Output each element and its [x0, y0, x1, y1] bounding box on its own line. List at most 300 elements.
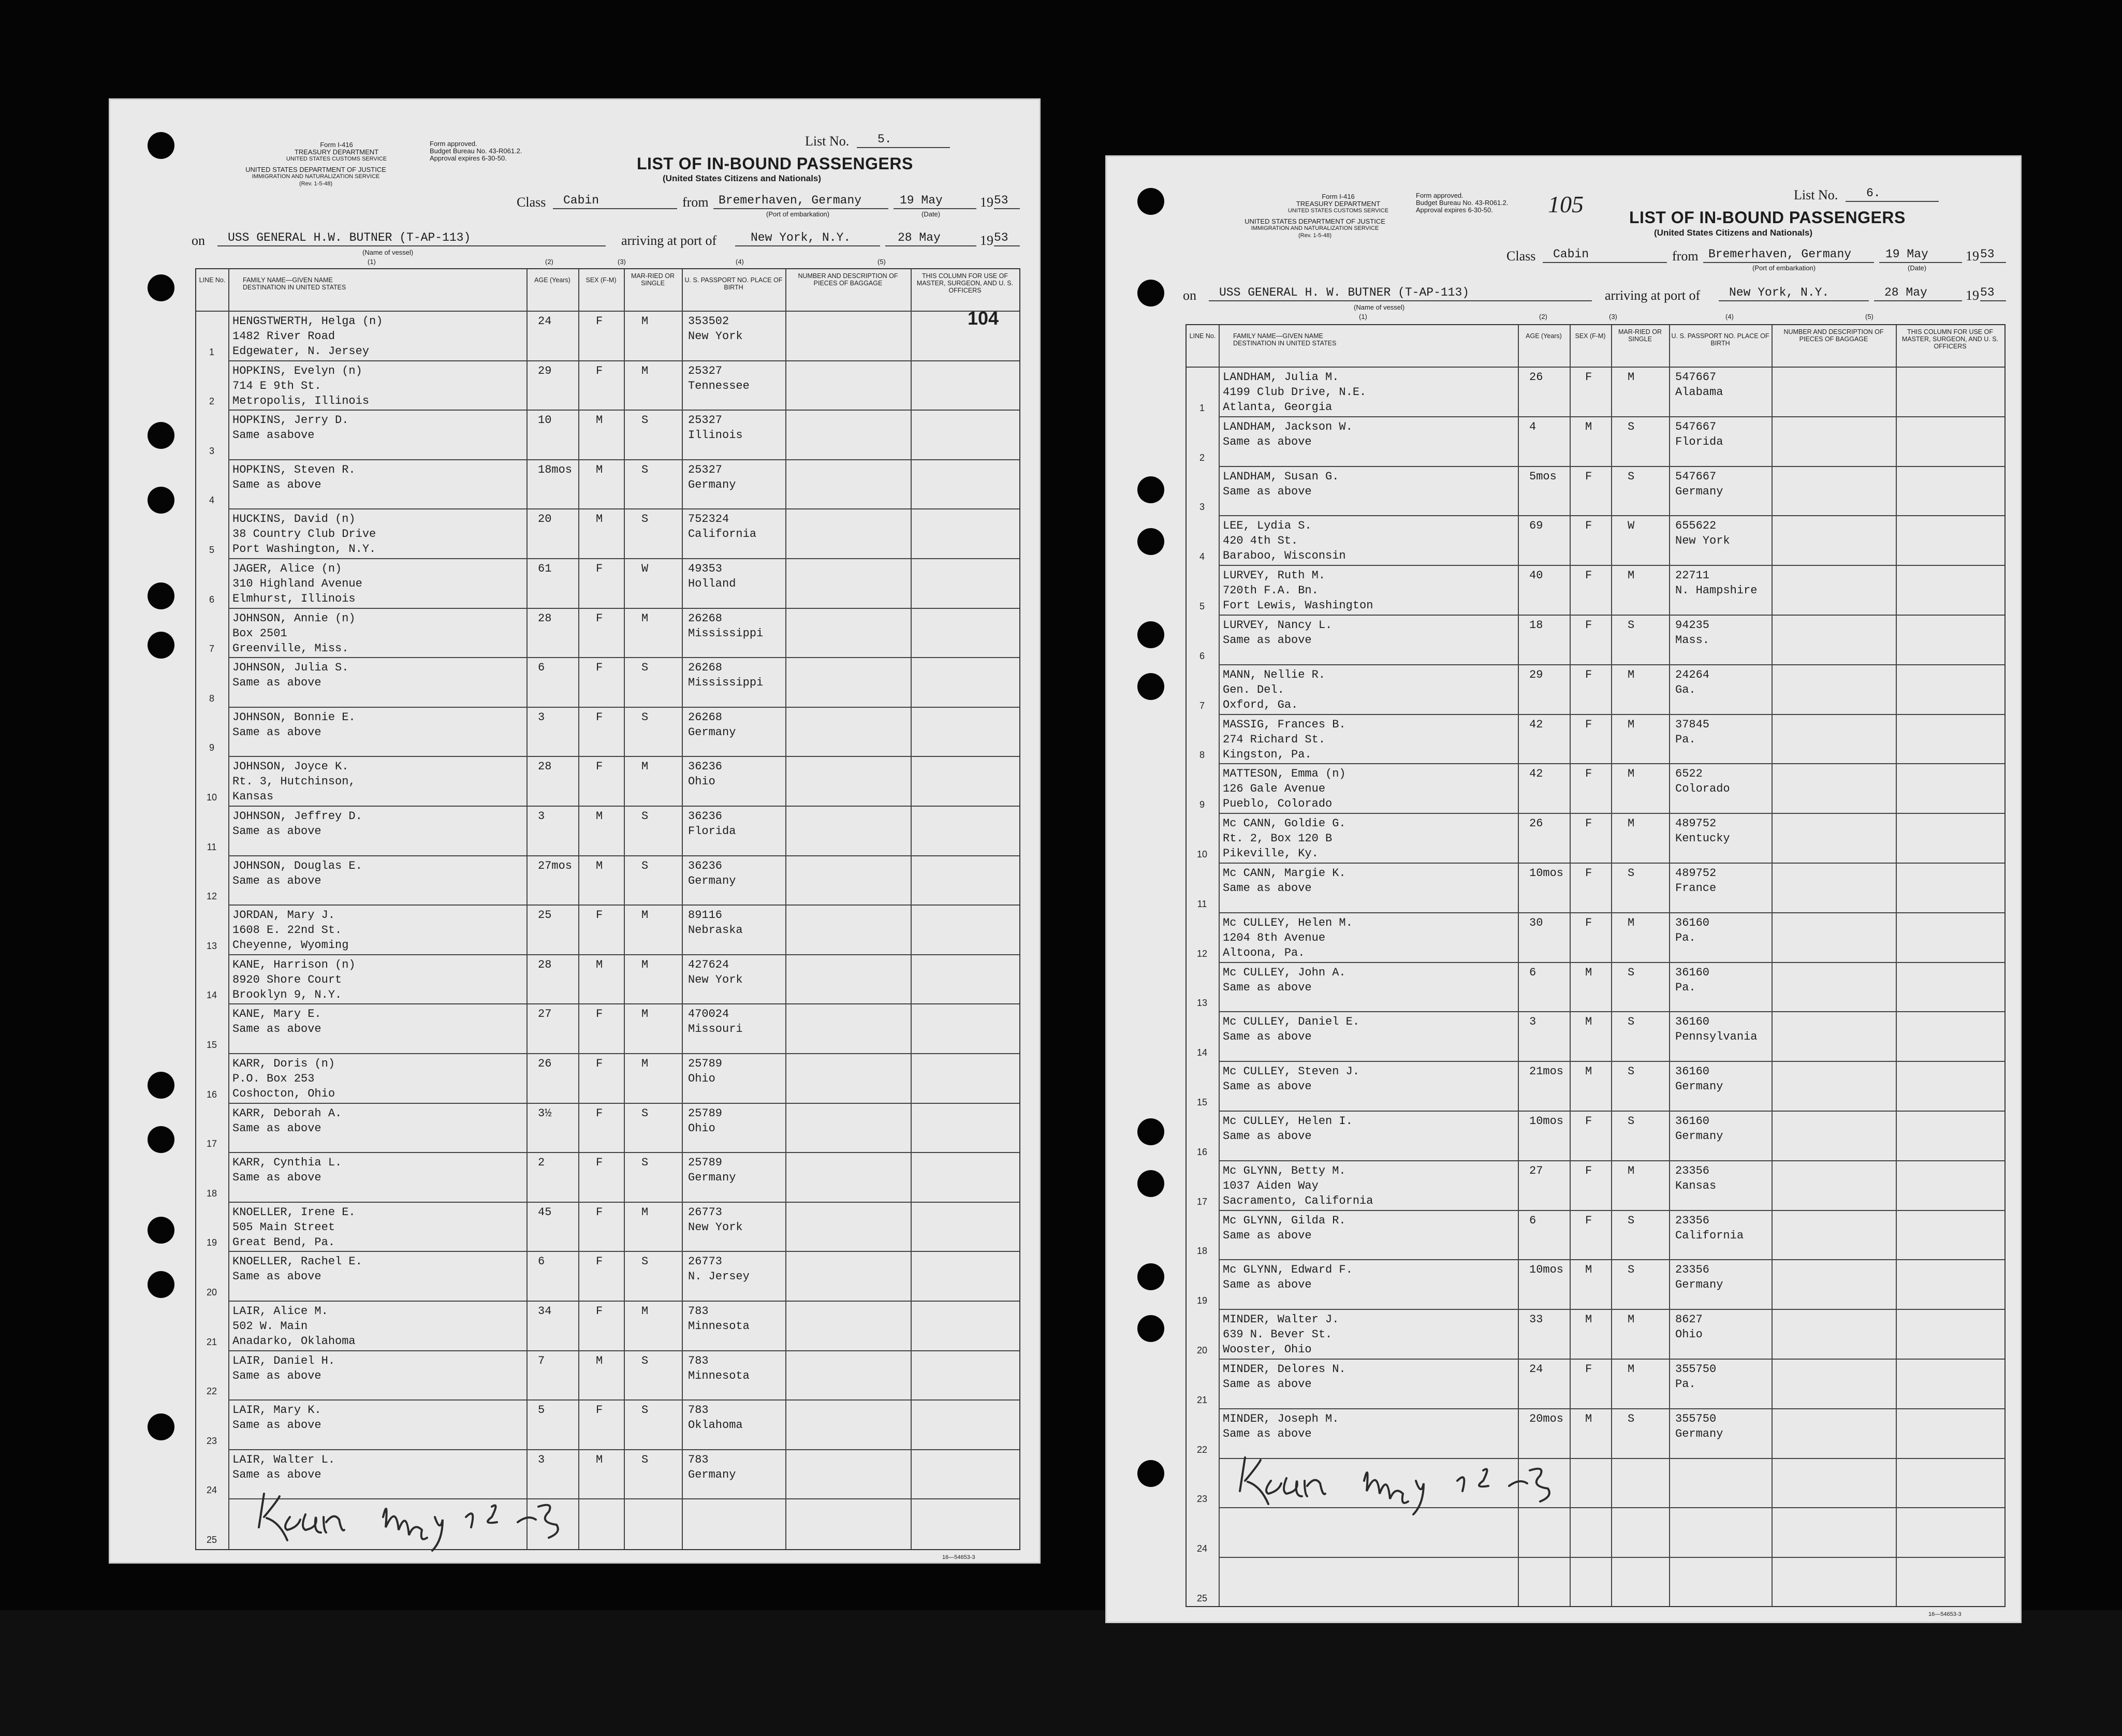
binder-hole — [148, 1072, 174, 1099]
binder-hole — [1137, 621, 1164, 648]
passenger-sex: F — [1585, 569, 1592, 582]
line-number: 4 — [1199, 551, 1205, 562]
passenger-marital-status: M — [1628, 817, 1635, 830]
budget-bureau: Budget Bureau No. 43-R061.2. — [1416, 199, 1509, 207]
place-of-birth: Missouri — [688, 1023, 743, 1036]
passenger-sex: M — [596, 810, 603, 823]
line-number: 6 — [209, 594, 214, 605]
passenger-sex: F — [596, 1106, 603, 1120]
passenger-destination: 38 Country Club Drive — [232, 528, 376, 541]
place-of-birth: Germany — [1675, 1278, 1723, 1292]
passenger-name: MINDER, Delores N. — [1223, 1363, 1346, 1376]
on-label: on — [192, 233, 205, 248]
passenger-destination: 639 N. Bever St. — [1223, 1328, 1333, 1341]
passenger-destination: Kingston, Pa. — [1223, 748, 1312, 761]
passenger-marital-status: M — [641, 1008, 649, 1021]
passenger-sex: F — [596, 315, 603, 328]
list-no-label: List No. — [805, 134, 850, 149]
line-number: 23 — [1196, 1494, 1208, 1505]
row-divider — [228, 508, 1019, 509]
passenger-age: 28 — [538, 611, 552, 625]
passenger-sex: F — [1585, 817, 1592, 830]
line-number: 5 — [1199, 601, 1205, 611]
list-title: LIST OF IN-BOUND PASSENGERS — [1629, 208, 1906, 227]
place-of-birth: New York — [688, 330, 743, 343]
line-number: 10 — [206, 792, 217, 803]
binder-hole — [1137, 1460, 1164, 1487]
passenger-destination: Same as above — [232, 1121, 321, 1135]
place-of-birth: Mississippi — [688, 676, 764, 690]
passenger-marital-status: M — [641, 909, 649, 922]
passenger-name: Mc CULLEY, John A. — [1223, 966, 1346, 979]
header-passport: U. S. PASSPORT NO. PLACE OF BIRTH — [1671, 332, 1769, 347]
place-of-birth: Germany — [688, 1468, 736, 1481]
place-of-birth: Germany — [1675, 1130, 1723, 1143]
binder-hole — [1137, 528, 1164, 555]
footer-code: 16—54653-3 — [1928, 1611, 1962, 1617]
passenger-marital-status: S — [641, 1453, 649, 1466]
passenger-sex: F — [1585, 916, 1592, 929]
passport-number: 26773 — [688, 1255, 723, 1268]
place-of-birth: Ga. — [1675, 683, 1696, 696]
passenger-marital-status: W — [641, 562, 649, 575]
row-divider — [1219, 962, 2004, 963]
vessel-caption: (Name of vessel) — [1354, 303, 1405, 311]
line-number: 25 — [1196, 1593, 1208, 1603]
passport-number: 23356 — [1675, 1214, 1710, 1227]
depart-year-prefix: 19 — [980, 195, 993, 210]
passenger-destination: Same as above — [232, 1023, 321, 1036]
passenger-destination: 714 E 9th St. — [232, 379, 321, 392]
place-of-birth: Germany — [1675, 485, 1723, 498]
line-number: 20 — [206, 1287, 217, 1297]
passenger-marital-status: M — [641, 1305, 649, 1318]
place-of-birth: Germany — [688, 478, 736, 491]
passenger-name: MANN, Nellie R. — [1223, 668, 1326, 681]
passenger-name: HUCKINS, David (n) — [232, 513, 356, 526]
passenger-destination: Pikeville, Ky. — [1223, 847, 1319, 860]
passenger-destination: Sacramento, California — [1223, 1194, 1373, 1207]
passenger-name: MATTESON, Emma (n) — [1223, 767, 1346, 781]
on-label: on — [1183, 288, 1196, 303]
passenger-name: KNOELLER, Rachel E. — [232, 1255, 362, 1268]
passenger-name: LANDHAM, Jackson W. — [1223, 420, 1353, 433]
place-of-birth: Mississippi — [688, 626, 764, 640]
passport-number: 36236 — [688, 760, 723, 774]
passport-number: 89116 — [688, 909, 723, 922]
line-number: 24 — [206, 1485, 217, 1496]
form-revision: (Rev. 1-5-48) — [299, 181, 332, 187]
passenger-name: KARR, Cynthia L. — [232, 1156, 342, 1170]
passenger-marital-status: M — [1628, 668, 1635, 681]
passenger-age: 34 — [538, 1305, 552, 1318]
passport-number: 8627 — [1675, 1313, 1703, 1326]
passenger-name: LAIR, Daniel H. — [232, 1354, 335, 1367]
passenger-age: 5mos — [1529, 470, 1557, 483]
header-baggage: NUMBER AND DESCRIPTION OF PIECES OF BAGGAGE — [798, 272, 898, 287]
passenger-age: 27mos — [538, 859, 573, 872]
place-of-birth: New York — [1675, 534, 1730, 548]
line-number: 14 — [206, 990, 217, 1001]
passport-number: 353502 — [688, 315, 729, 328]
passenger-name: Mc CULLEY, Helen M. — [1223, 916, 1353, 929]
header-baggage: NUMBER AND DESCRIPTION OF PIECES OF BAGGAGE — [1783, 328, 1884, 343]
officer-signature — [1230, 1450, 1633, 1517]
passenger-name: JOHNSON, Douglas E. — [232, 859, 362, 872]
passenger-name: KANE, Mary E. — [232, 1008, 321, 1021]
passenger-age: 3 — [538, 710, 545, 724]
place-of-birth: Ohio — [688, 1121, 715, 1135]
passport-number: 22711 — [1675, 569, 1710, 582]
class-field: Cabin — [1543, 247, 1667, 263]
passenger-name: KANE, Harrison (n) — [232, 958, 356, 971]
passenger-marital-status: M — [1628, 371, 1635, 384]
passenger-age: 7 — [538, 1354, 545, 1367]
line-number: 22 — [1196, 1444, 1208, 1455]
place-of-birth: California — [1675, 1229, 1744, 1242]
row-divider — [228, 1350, 1019, 1351]
passenger-marital-status: S — [641, 463, 649, 476]
line-number: 21 — [206, 1336, 217, 1347]
depart-year-prefix: 19 — [1966, 249, 1979, 264]
row-divider — [228, 905, 1019, 906]
form-approved: Form approved. — [1416, 192, 1464, 199]
line-number: 5 — [209, 545, 214, 555]
binder-hole — [1137, 476, 1164, 503]
passenger-sex: M — [596, 414, 603, 427]
line-number: 7 — [209, 644, 214, 654]
arriving-label: arriving at port of — [1605, 288, 1701, 303]
passenger-age: 18mos — [538, 463, 573, 476]
passenger-destination: 310 Highland Avenue — [232, 577, 362, 590]
passenger-destination: Cheyenne, Wyoming — [232, 939, 349, 952]
passenger-sex: F — [1585, 867, 1592, 880]
list-no-label: List No. — [1794, 187, 1838, 202]
passenger-age: 42 — [1529, 767, 1543, 781]
passenger-age: 10mos — [1529, 1115, 1564, 1128]
place-of-birth: Germany — [1675, 1427, 1723, 1440]
passenger-marital-status: S — [641, 414, 649, 427]
passenger-sex: F — [1585, 1164, 1592, 1177]
passenger-marital-status: M — [641, 611, 649, 625]
passenger-destination: Same as above — [232, 825, 321, 838]
row-divider — [1219, 664, 2004, 665]
line-number: 13 — [1196, 998, 1208, 1009]
depart-date-field: 19 May — [1879, 247, 1962, 263]
passenger-marital-status: S — [641, 1106, 649, 1120]
binder-hole — [148, 1271, 174, 1298]
place-of-birth: France — [1675, 882, 1717, 895]
passport-number: 489752 — [1675, 867, 1717, 880]
passenger-age: 20mos — [1529, 1412, 1564, 1425]
binder-hole — [148, 582, 174, 609]
passenger-destination: Same as above — [1223, 981, 1312, 994]
passenger-name: HENGSTWERTH, Helga (n) — [232, 315, 383, 328]
binder-hole — [1137, 280, 1164, 307]
passenger-age: 28 — [538, 760, 552, 774]
line-number: 16 — [1196, 1146, 1208, 1157]
row-divider — [1219, 515, 2004, 516]
customs-service: UNITED STATES CUSTOMS SERVICE — [286, 156, 387, 162]
table-rows — [196, 308, 1019, 1549]
manifest-page-2 — [1105, 155, 2022, 1623]
row-divider — [228, 806, 1019, 807]
line-number: 21 — [1196, 1394, 1208, 1405]
header-sex: SEX (F-M) — [586, 276, 617, 284]
passenger-sex: M — [596, 463, 603, 476]
header-married: MAR-RIED OR SINGLE — [631, 272, 675, 287]
row-divider — [1219, 565, 2004, 566]
binder-hole — [1137, 1315, 1164, 1342]
passenger-age: 42 — [1529, 718, 1543, 731]
passport-number: 783 — [688, 1354, 709, 1367]
passenger-destination: 1037 Aiden Way — [1223, 1179, 1319, 1192]
line-number: 9 — [209, 742, 214, 753]
passenger-name: LEE, Lydia S. — [1223, 519, 1312, 533]
binder-hole — [148, 274, 174, 301]
passenger-name: Mc CANN, Goldie G. — [1223, 817, 1346, 830]
row-divider — [1219, 1011, 2004, 1012]
date-caption: (Date) — [1908, 264, 1927, 272]
place-of-birth: N. Hampshire — [1675, 584, 1758, 597]
passenger-sex: F — [1585, 1363, 1592, 1376]
col-num-1: (1) — [368, 258, 376, 266]
line-number: 12 — [206, 891, 217, 902]
passenger-destination: Same asabove — [232, 429, 315, 442]
place-of-birth: Germany — [688, 874, 736, 887]
row-divider — [228, 1202, 1019, 1203]
passport-number: 23356 — [1675, 1164, 1710, 1177]
place-of-birth: Colorado — [1675, 782, 1730, 796]
class-label: Class — [517, 195, 546, 210]
passenger-marital-status: S — [641, 661, 649, 675]
passenger-destination: 4199 Club Drive, N.E. — [1223, 386, 1367, 399]
passenger-destination: Same as above — [232, 1171, 321, 1185]
passenger-age: 61 — [538, 562, 552, 575]
class-field: Cabin — [553, 194, 677, 209]
passenger-age: 30 — [1529, 916, 1543, 929]
binder-hole — [1137, 1118, 1164, 1145]
passenger-age: 26 — [1529, 371, 1543, 384]
place-of-birth: Illinois — [688, 429, 743, 442]
passenger-age: 4 — [1529, 420, 1536, 433]
passport-number: 26268 — [688, 710, 723, 724]
passenger-marital-status: S — [1628, 420, 1635, 433]
passenger-marital-status: S — [1628, 966, 1635, 979]
passenger-destination: Pueblo, Colorado — [1223, 797, 1333, 811]
header-married: MAR-RIED OR SINGLE — [1618, 328, 1662, 343]
binder-hole — [148, 1126, 174, 1153]
passenger-destination: Fort Lewis, Washington — [1223, 599, 1373, 612]
passenger-destination: 505 Main Street — [232, 1220, 335, 1234]
passenger-name: LANDHAM, Julia M. — [1223, 371, 1339, 384]
passenger-destination: 274 Richard St. — [1223, 733, 1326, 746]
line-number: 19 — [1196, 1295, 1208, 1306]
passenger-destination: Same as above — [232, 1419, 321, 1432]
passenger-destination: Port Washington, N.Y. — [232, 543, 376, 556]
line-number: 2 — [209, 396, 214, 407]
passenger-marital-status: M — [1628, 767, 1635, 781]
passenger-destination: Kansas — [232, 790, 274, 804]
passenger-destination: Same as above — [1223, 1378, 1312, 1391]
passport-number: 25789 — [688, 1057, 723, 1070]
passenger-destination: Wooster, Ohio — [1223, 1343, 1312, 1356]
passenger-age: 28 — [538, 958, 552, 971]
binder-hole — [148, 487, 174, 514]
arrival-year-field: 53 — [994, 231, 1020, 246]
passenger-age: 6 — [1529, 966, 1536, 979]
passenger-age: 27 — [538, 1008, 552, 1021]
place-of-birth: Mass. — [1675, 634, 1710, 647]
class-label: Class — [1506, 249, 1536, 264]
passenger-sex: F — [1585, 371, 1592, 384]
justice-dept: UNITED STATES DEPARTMENT OF JUSTICE — [245, 166, 386, 173]
passenger-name: JOHNSON, Bonnie E. — [232, 710, 356, 724]
depart-date-field: 19 May — [894, 194, 976, 209]
passenger-name: JAGER, Alice (n) — [232, 562, 342, 575]
list-subtitle: (United States Citizens and Nationals) — [663, 173, 822, 183]
line-number: 18 — [206, 1188, 217, 1199]
line-number: 12 — [1196, 948, 1208, 959]
passenger-name: LURVEY, Nancy L. — [1223, 619, 1333, 632]
col-num-2: (2) — [1539, 313, 1547, 320]
passenger-sex: M — [596, 1354, 603, 1367]
passenger-sex: M — [596, 513, 603, 526]
passport-number: 36160 — [1675, 1015, 1710, 1029]
place-of-birth: Florida — [1675, 435, 1723, 448]
treasury-dept: TREASURY DEPARTMENT — [294, 148, 379, 156]
passenger-destination: 8920 Shore Court — [232, 973, 342, 986]
passenger-age: 10 — [538, 414, 552, 427]
passenger-name: JOHNSON, Jeffrey D. — [232, 810, 362, 823]
place-of-birth: Tennessee — [688, 379, 750, 392]
col-num-4: (4) — [736, 258, 744, 266]
embarkation-caption: (Port of embarkation) — [766, 210, 830, 218]
place-of-birth: Florida — [688, 825, 736, 838]
passport-number: 23356 — [1675, 1263, 1710, 1277]
passenger-sex: F — [596, 364, 603, 377]
passenger-marital-status: S — [641, 513, 649, 526]
line-number: 17 — [1196, 1196, 1208, 1207]
list-no-field: 6. — [1846, 186, 1939, 202]
row-divider — [1219, 1061, 2004, 1062]
passenger-destination: Same as above — [1223, 435, 1312, 448]
passenger-marital-status: S — [641, 1156, 649, 1170]
line-number: 6 — [1199, 650, 1205, 661]
passenger-sex: M — [1585, 966, 1592, 979]
form-number: Form I-416 — [320, 141, 353, 149]
row-divider — [228, 410, 1019, 411]
passenger-marital-status: S — [641, 710, 649, 724]
row-divider — [228, 1053, 1019, 1054]
binder-hole — [1137, 1170, 1164, 1197]
passenger-destination: 1482 River Road — [232, 330, 335, 343]
passenger-name: JOHNSON, Annie (n) — [232, 611, 356, 625]
passenger-marital-status: S — [641, 1354, 649, 1367]
passenger-destination: Same as above — [1223, 1130, 1312, 1143]
passenger-destination: Same as above — [232, 874, 321, 887]
header-line: LINE No. — [1189, 332, 1216, 340]
place-of-birth: Germany — [688, 725, 736, 739]
col-num-4: (4) — [1725, 313, 1734, 320]
binder-hole — [1137, 188, 1164, 215]
depart-year-field: 53 — [1980, 247, 2006, 263]
binder-hole — [148, 1217, 174, 1244]
row-divider — [228, 1301, 1019, 1302]
passenger-age: 3 — [538, 810, 545, 823]
binder-hole — [148, 132, 174, 159]
line-number: 14 — [1196, 1047, 1208, 1058]
form-approved: Form approved. — [430, 140, 477, 148]
passenger-age: 18 — [1529, 619, 1543, 632]
place-of-birth: Minnesota — [688, 1369, 750, 1382]
form-number: Form I-416 — [1322, 193, 1355, 200]
row-divider — [228, 707, 1019, 708]
list-title: LIST OF IN-BOUND PASSENGERS — [637, 154, 913, 173]
line-number: 15 — [1196, 1097, 1208, 1107]
passenger-name: Mc CULLEY, Helen I. — [1223, 1115, 1353, 1128]
place-of-birth: Pennsylvania — [1675, 1030, 1758, 1044]
handwritten-page-number: 105 — [1548, 191, 1584, 217]
col-num-3: (3) — [618, 258, 626, 266]
passenger-destination: Same as above — [232, 1468, 321, 1481]
passenger-name: Mc CULLEY, Daniel E. — [1223, 1015, 1360, 1029]
passenger-destination: Coshocton, Ohio — [232, 1087, 335, 1100]
passenger-sex: F — [596, 1305, 603, 1318]
passenger-sex: F — [596, 1255, 603, 1268]
passport-number: 6522 — [1675, 767, 1703, 781]
ins-service: IMMIGRATION AND NATURALIZATION SERVICE — [1251, 225, 1379, 231]
place-of-birth: Ohio — [688, 1072, 715, 1085]
arrival-date-field: 28 May — [885, 231, 976, 246]
budget-bureau: Budget Bureau No. 43-R061.2. — [430, 147, 522, 155]
passenger-age: 6 — [538, 1255, 545, 1268]
passport-number: 489752 — [1675, 817, 1717, 830]
row-divider — [1219, 763, 2004, 764]
row-divider — [228, 558, 1019, 559]
passport-number: 752324 — [688, 513, 729, 526]
passenger-sex: F — [1585, 619, 1592, 632]
place-of-birth: Germany — [688, 1171, 736, 1185]
passenger-sex: F — [1585, 1115, 1592, 1128]
passenger-name: JOHNSON, Julia S. — [232, 661, 349, 675]
row-divider — [228, 1399, 1019, 1401]
passenger-marital-status: S — [641, 1255, 649, 1268]
passenger-destination: Same as above — [1223, 634, 1312, 647]
passenger-age: 40 — [1529, 569, 1543, 582]
vessel-field: USS GENERAL H. W. BUTNER (T-AP-113) — [1209, 286, 1592, 301]
passenger-destination: Greenville, Miss. — [232, 641, 349, 655]
passenger-sex: M — [1585, 1065, 1592, 1078]
passenger-sex: M — [1585, 1313, 1592, 1326]
row-divider — [1219, 863, 2004, 864]
passenger-sex: F — [596, 1008, 603, 1021]
passenger-destination: Baraboo, Wisconsin — [1223, 549, 1346, 563]
row-divider — [1219, 1160, 2004, 1161]
passenger-sex: F — [596, 1404, 603, 1417]
arrival-port-field: New York, N.Y. — [1719, 286, 1869, 301]
place-of-birth: Alabama — [1675, 386, 1723, 399]
passenger-age: 6 — [538, 661, 545, 675]
place-of-birth: Kentucky — [1675, 832, 1730, 845]
passport-number: 36160 — [1675, 966, 1710, 979]
place-of-birth: Ohio — [688, 775, 715, 789]
embarkation-caption: (Port of embarkation) — [1752, 264, 1816, 272]
col-num-3: (3) — [1609, 313, 1617, 320]
header-passport: U. S. PASSPORT NO. PLACE OF BIRTH — [684, 276, 783, 291]
line-number: 13 — [206, 940, 217, 951]
passenger-name: KARR, Deborah A. — [232, 1106, 342, 1120]
